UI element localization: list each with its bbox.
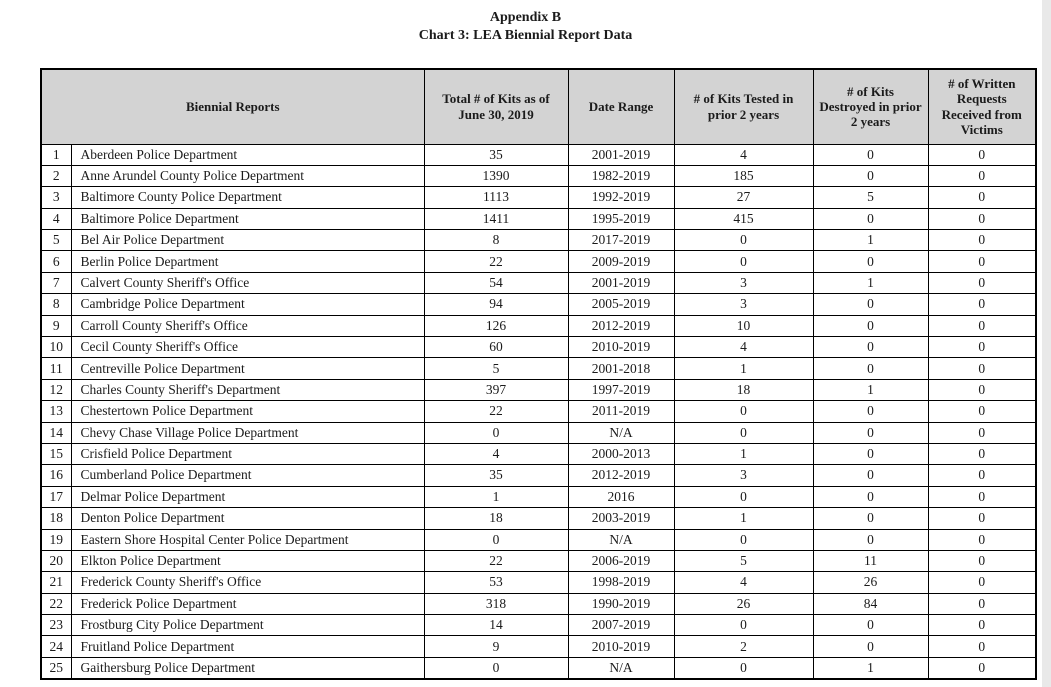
cell-total-kits: 14 <box>424 615 568 636</box>
table-row <box>41 401 1036 422</box>
cell-kits-destroyed: 1 <box>813 657 928 678</box>
cell-kits-destroyed: 0 <box>813 529 928 550</box>
cell-kits-tested: 185 <box>674 165 813 186</box>
table-row <box>41 272 1036 293</box>
cell-agency-name: Eastern Shore Hospital Center Police Department <box>71 529 424 550</box>
cell-total-kits: 397 <box>424 379 568 400</box>
table-row <box>41 465 1036 486</box>
cell-total-kits: 5 <box>424 358 568 379</box>
cell-kits-destroyed: 5 <box>813 187 928 208</box>
col-header-date-range: Date Range <box>568 69 674 144</box>
table-row <box>41 337 1036 358</box>
cell-kits-tested: 0 <box>674 615 813 636</box>
cell-kits-tested: 3 <box>674 465 813 486</box>
cell-agency-name: Aberdeen Police Department <box>71 144 424 165</box>
cell-date-range: N/A <box>568 422 674 443</box>
col-header-written-requests: # of Written Requests Received from Victims <box>928 69 1036 144</box>
cell-row-number: 17 <box>41 486 71 507</box>
cell-kits-tested: 0 <box>674 529 813 550</box>
cell-total-kits: 1411 <box>424 208 568 229</box>
report-table-body <box>41 144 1036 679</box>
cell-kits-destroyed: 0 <box>813 422 928 443</box>
cell-row-number: 18 <box>41 508 71 529</box>
cell-total-kits: 318 <box>424 593 568 614</box>
cell-written-requests: 0 <box>928 615 1036 636</box>
cell-kits-tested: 0 <box>674 401 813 422</box>
cell-written-requests: 0 <box>928 401 1036 422</box>
cell-kits-destroyed: 0 <box>813 144 928 165</box>
cell-written-requests: 0 <box>928 486 1036 507</box>
table-row <box>41 358 1036 379</box>
cell-written-requests: 0 <box>928 550 1036 571</box>
cell-row-number: 3 <box>41 187 71 208</box>
cell-agency-name: Denton Police Department <box>71 508 424 529</box>
cell-total-kits: 0 <box>424 422 568 443</box>
cell-kits-destroyed: 1 <box>813 272 928 293</box>
cell-written-requests: 0 <box>928 187 1036 208</box>
cell-date-range: 2007-2019 <box>568 615 674 636</box>
cell-kits-tested: 4 <box>674 337 813 358</box>
table-row <box>41 187 1036 208</box>
cell-agency-name: Cambridge Police Department <box>71 294 424 315</box>
cell-kits-tested: 0 <box>674 486 813 507</box>
table-row <box>41 165 1036 186</box>
cell-date-range: 2017-2019 <box>568 230 674 251</box>
cell-total-kits: 35 <box>424 465 568 486</box>
cell-row-number: 9 <box>41 315 71 336</box>
cell-date-range: N/A <box>568 529 674 550</box>
table-row <box>41 379 1036 400</box>
cell-written-requests: 0 <box>928 422 1036 443</box>
table-row <box>41 593 1036 614</box>
cell-kits-destroyed: 0 <box>813 508 928 529</box>
table-row <box>41 251 1036 272</box>
cell-row-number: 5 <box>41 230 71 251</box>
cell-total-kits: 0 <box>424 529 568 550</box>
cell-row-number: 4 <box>41 208 71 229</box>
table-row <box>41 529 1036 550</box>
cell-date-range: 2005-2019 <box>568 294 674 315</box>
document-title-line1: Appendix B <box>489 10 562 25</box>
table-row <box>41 294 1036 315</box>
cell-kits-tested: 26 <box>674 593 813 614</box>
cell-date-range: 2012-2019 <box>568 315 674 336</box>
col-header-kits-tested: # of Kits Tested in prior 2 years <box>674 69 813 144</box>
cell-total-kits: 0 <box>424 657 568 678</box>
header-row <box>41 69 1036 144</box>
cell-kits-destroyed: 0 <box>813 486 928 507</box>
table-row <box>41 230 1036 251</box>
cell-kits-tested: 415 <box>674 208 813 229</box>
cell-kits-destroyed: 0 <box>813 465 928 486</box>
cell-date-range: 2001-2019 <box>568 144 674 165</box>
page-edge-strip <box>1042 0 1051 687</box>
cell-date-range: 1992-2019 <box>568 187 674 208</box>
cell-total-kits: 94 <box>424 294 568 315</box>
cell-kits-destroyed: 0 <box>813 315 928 336</box>
cell-agency-name: Baltimore County Police Department <box>71 187 424 208</box>
cell-agency-name: Fruitland Police Department <box>71 636 424 657</box>
cell-kits-destroyed: 0 <box>813 294 928 315</box>
cell-written-requests: 0 <box>928 337 1036 358</box>
table-row <box>41 657 1036 678</box>
cell-date-range: 2010-2019 <box>568 636 674 657</box>
cell-written-requests: 0 <box>928 636 1036 657</box>
cell-written-requests: 0 <box>928 593 1036 614</box>
cell-row-number: 22 <box>41 593 71 614</box>
cell-row-number: 25 <box>41 657 71 678</box>
table-row <box>41 208 1036 229</box>
cell-written-requests: 0 <box>928 465 1036 486</box>
cell-agency-name: Frederick Police Department <box>71 593 424 614</box>
table-row <box>41 144 1036 165</box>
cell-kits-destroyed: 0 <box>813 337 928 358</box>
cell-kits-tested: 0 <box>674 657 813 678</box>
cell-date-range: 2011-2019 <box>568 401 674 422</box>
cell-kits-tested: 0 <box>674 422 813 443</box>
col-header-kits-destroyed: # of Kits Destroyed in prior 2 years <box>813 69 928 144</box>
cell-row-number: 11 <box>41 358 71 379</box>
cell-agency-name: Chestertown Police Department <box>71 401 424 422</box>
cell-written-requests: 0 <box>928 251 1036 272</box>
cell-agency-name: Cumberland Police Department <box>71 465 424 486</box>
cell-total-kits: 22 <box>424 251 568 272</box>
cell-total-kits: 22 <box>424 550 568 571</box>
cell-kits-tested: 0 <box>674 251 813 272</box>
cell-agency-name: Delmar Police Department <box>71 486 424 507</box>
cell-total-kits: 53 <box>424 572 568 593</box>
cell-date-range: 2010-2019 <box>568 337 674 358</box>
cell-kits-tested: 1 <box>674 508 813 529</box>
cell-date-range: 1982-2019 <box>568 165 674 186</box>
cell-agency-name: Frederick County Sheriff's Office <box>71 572 424 593</box>
document-title <box>0 9 1051 45</box>
cell-total-kits: 60 <box>424 337 568 358</box>
cell-total-kits: 1390 <box>424 165 568 186</box>
cell-written-requests: 0 <box>928 294 1036 315</box>
cell-kits-destroyed: 1 <box>813 379 928 400</box>
col-header-biennial-reports: Biennial Reports <box>41 69 424 144</box>
cell-total-kits: 4 <box>424 443 568 464</box>
cell-row-number: 16 <box>41 465 71 486</box>
cell-kits-tested: 27 <box>674 187 813 208</box>
report-table-header <box>41 69 1036 144</box>
table-row <box>41 550 1036 571</box>
cell-date-range: 1995-2019 <box>568 208 674 229</box>
cell-written-requests: 0 <box>928 144 1036 165</box>
cell-written-requests: 0 <box>928 358 1036 379</box>
cell-agency-name: Centreville Police Department <box>71 358 424 379</box>
cell-written-requests: 0 <box>928 508 1036 529</box>
table-row <box>41 636 1036 657</box>
cell-date-range: 2012-2019 <box>568 465 674 486</box>
lea-biennial-report-table <box>40 68 1037 680</box>
cell-row-number: 19 <box>41 529 71 550</box>
cell-agency-name: Gaithersburg Police Department <box>71 657 424 678</box>
cell-kits-tested: 3 <box>674 294 813 315</box>
cell-written-requests: 0 <box>928 379 1036 400</box>
cell-kits-tested: 2 <box>674 636 813 657</box>
cell-agency-name: Baltimore Police Department <box>71 208 424 229</box>
cell-total-kits: 1 <box>424 486 568 507</box>
cell-agency-name: Bel Air Police Department <box>71 230 424 251</box>
cell-date-range: 2001-2018 <box>568 358 674 379</box>
cell-date-range: 2016 <box>568 486 674 507</box>
table-row <box>41 443 1036 464</box>
cell-row-number: 20 <box>41 550 71 571</box>
cell-agency-name: Elkton Police Department <box>71 550 424 571</box>
cell-kits-destroyed: 0 <box>813 165 928 186</box>
cell-row-number: 13 <box>41 401 71 422</box>
cell-kits-destroyed: 0 <box>813 443 928 464</box>
cell-row-number: 6 <box>41 251 71 272</box>
cell-total-kits: 1113 <box>424 187 568 208</box>
table-row <box>41 422 1036 443</box>
cell-written-requests: 0 <box>928 572 1036 593</box>
cell-written-requests: 0 <box>928 208 1036 229</box>
cell-kits-destroyed: 1 <box>813 230 928 251</box>
cell-kits-tested: 10 <box>674 315 813 336</box>
cell-written-requests: 0 <box>928 230 1036 251</box>
cell-row-number: 12 <box>41 379 71 400</box>
cell-kits-destroyed: 26 <box>813 572 928 593</box>
document-title-line2: Chart 3: LEA Biennial Report Data <box>418 28 633 43</box>
cell-kits-tested: 4 <box>674 572 813 593</box>
cell-kits-tested: 3 <box>674 272 813 293</box>
cell-total-kits: 9 <box>424 636 568 657</box>
cell-agency-name: Charles County Sheriff's Department <box>71 379 424 400</box>
cell-date-range: 1997-2019 <box>568 379 674 400</box>
cell-written-requests: 0 <box>928 443 1036 464</box>
cell-date-range: 2006-2019 <box>568 550 674 571</box>
cell-kits-tested: 1 <box>674 443 813 464</box>
col-header-total-kits: Total # of Kits as of June 30, 2019 <box>424 69 568 144</box>
cell-agency-name: Cecil County Sheriff's Office <box>71 337 424 358</box>
table-row <box>41 315 1036 336</box>
cell-kits-tested: 1 <box>674 358 813 379</box>
cell-row-number: 15 <box>41 443 71 464</box>
cell-date-range: 2001-2019 <box>568 272 674 293</box>
cell-date-range: N/A <box>568 657 674 678</box>
cell-agency-name: Chevy Chase Village Police Department <box>71 422 424 443</box>
cell-agency-name: Frostburg City Police Department <box>71 615 424 636</box>
cell-row-number: 7 <box>41 272 71 293</box>
cell-kits-tested: 5 <box>674 550 813 571</box>
cell-kits-destroyed: 0 <box>813 208 928 229</box>
cell-kits-destroyed: 0 <box>813 401 928 422</box>
cell-agency-name: Carroll County Sheriff's Office <box>71 315 424 336</box>
cell-row-number: 2 <box>41 165 71 186</box>
cell-total-kits: 22 <box>424 401 568 422</box>
cell-kits-destroyed: 11 <box>813 550 928 571</box>
cell-written-requests: 0 <box>928 657 1036 678</box>
cell-total-kits: 8 <box>424 230 568 251</box>
cell-kits-tested: 18 <box>674 379 813 400</box>
cell-date-range: 2003-2019 <box>568 508 674 529</box>
table-row <box>41 486 1036 507</box>
cell-total-kits: 35 <box>424 144 568 165</box>
cell-written-requests: 0 <box>928 272 1036 293</box>
cell-kits-tested: 4 <box>674 144 813 165</box>
cell-row-number: 8 <box>41 294 71 315</box>
cell-row-number: 23 <box>41 615 71 636</box>
table-row <box>41 508 1036 529</box>
cell-written-requests: 0 <box>928 529 1036 550</box>
cell-written-requests: 0 <box>928 315 1036 336</box>
cell-date-range: 2009-2019 <box>568 251 674 272</box>
cell-agency-name: Anne Arundel County Police Department <box>71 165 424 186</box>
cell-date-range: 2000-2013 <box>568 443 674 464</box>
cell-date-range: 1998-2019 <box>568 572 674 593</box>
cell-total-kits: 18 <box>424 508 568 529</box>
cell-total-kits: 54 <box>424 272 568 293</box>
cell-kits-destroyed: 0 <box>813 251 928 272</box>
table-row <box>41 572 1036 593</box>
cell-kits-destroyed: 0 <box>813 615 928 636</box>
cell-total-kits: 126 <box>424 315 568 336</box>
cell-kits-destroyed: 84 <box>813 593 928 614</box>
cell-agency-name: Calvert County Sheriff's Office <box>71 272 424 293</box>
cell-agency-name: Crisfield Police Department <box>71 443 424 464</box>
cell-row-number: 1 <box>41 144 71 165</box>
cell-row-number: 10 <box>41 337 71 358</box>
table-row <box>41 615 1036 636</box>
cell-row-number: 21 <box>41 572 71 593</box>
cell-row-number: 14 <box>41 422 71 443</box>
cell-kits-destroyed: 0 <box>813 358 928 379</box>
cell-kits-destroyed: 0 <box>813 636 928 657</box>
cell-written-requests: 0 <box>928 165 1036 186</box>
cell-date-range: 1990-2019 <box>568 593 674 614</box>
cell-agency-name: Berlin Police Department <box>71 251 424 272</box>
cell-kits-tested: 0 <box>674 230 813 251</box>
cell-row-number: 24 <box>41 636 71 657</box>
